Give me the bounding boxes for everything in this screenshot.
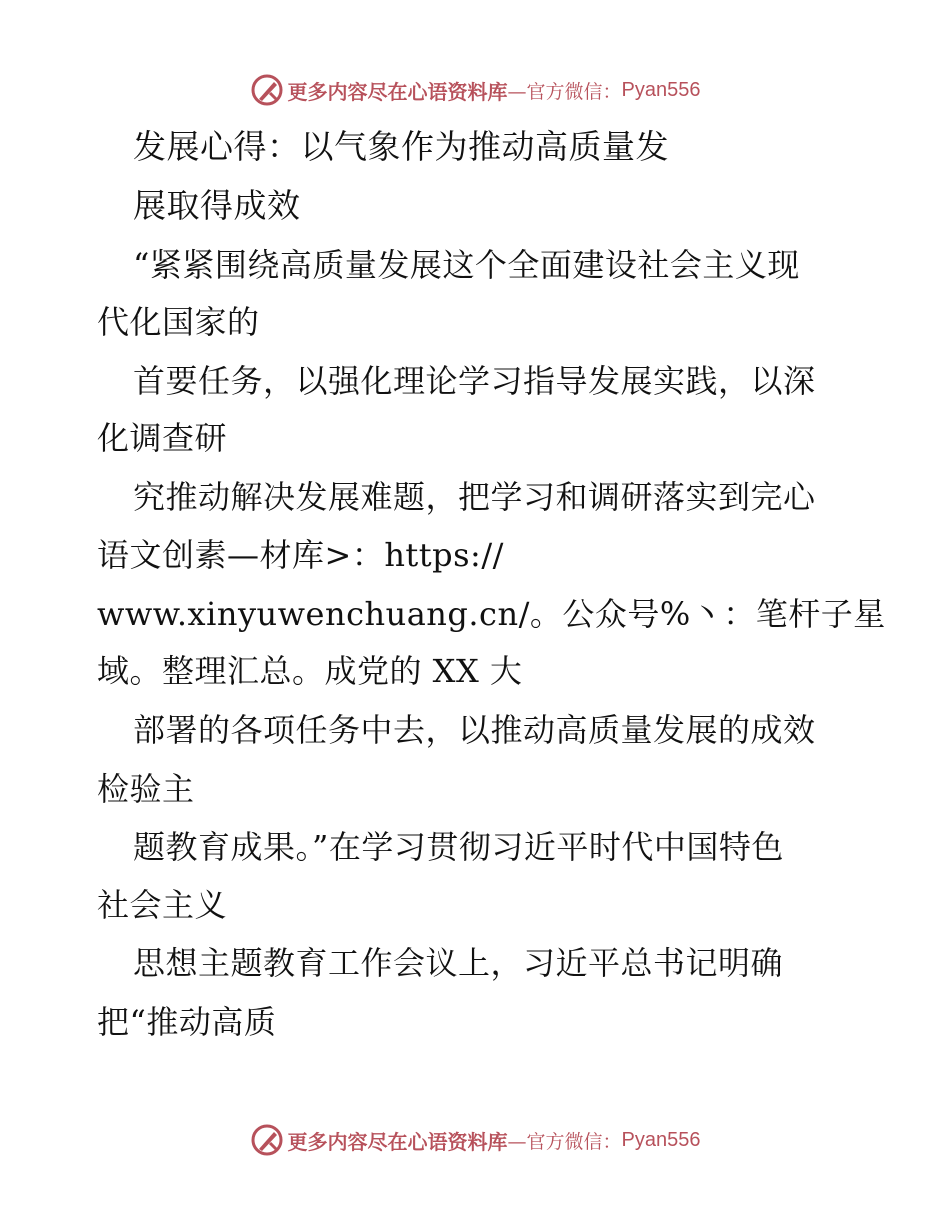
banner-separator-text: —官方微信： [507,1130,622,1153]
paragraph-line: 域。整理汇总。成党的 XX 大 [97,652,523,690]
paragraph-line: 语文创素—材库>：https:// [97,536,504,574]
paragraph-line: 化调查研 [97,419,228,457]
paragraph-line: 把“推动高质 [97,1003,277,1041]
paragraph-line: 思想主题教育工作会议上，习近平总书记明确 [133,944,784,982]
footer-banner [0,1120,950,1160]
paragraph-line: 检验主 [97,770,195,808]
paragraph-line: 代化国家的 [97,303,260,341]
banner-wechat-id: Pyan556 [621,1128,701,1151]
banner-separator-text: —官方微信： [507,80,622,103]
paragraph-line: 题教育成果。”在学习贯彻习近平时代中国特色 [133,828,784,866]
paragraph-line: “紧紧围绕高质量发展这个全面建设社会主义现 [133,246,800,284]
paragraph-line: 究推动解决发展难题，把学习和调研落实到完心 [133,478,816,516]
paragraph-line: 社会主义 [97,886,228,924]
paragraph-line: 首要任务，以强化理论学习指导发展实践，以深 [133,362,816,400]
document-title-line-2: 展取得成效 [133,186,301,225]
paragraph-line: www.xinyuwenchuang.cn/。公众号%丶：笔杆子星 [97,595,886,633]
paragraph-line: 部署的各项任务中去，以推动高质量发展的成效 [133,711,816,749]
banner-site-text: 更多内容尽在心语资料库 [287,1129,508,1154]
document-title-line-1: 发展心得：以气象作为推动高质量发 [133,127,669,166]
quill-logo-icon [250,1123,284,1157]
banner-wechat-id: Pyan556 [621,78,701,101]
banner-site-text: 更多内容尽在心语资料库 [287,79,508,104]
